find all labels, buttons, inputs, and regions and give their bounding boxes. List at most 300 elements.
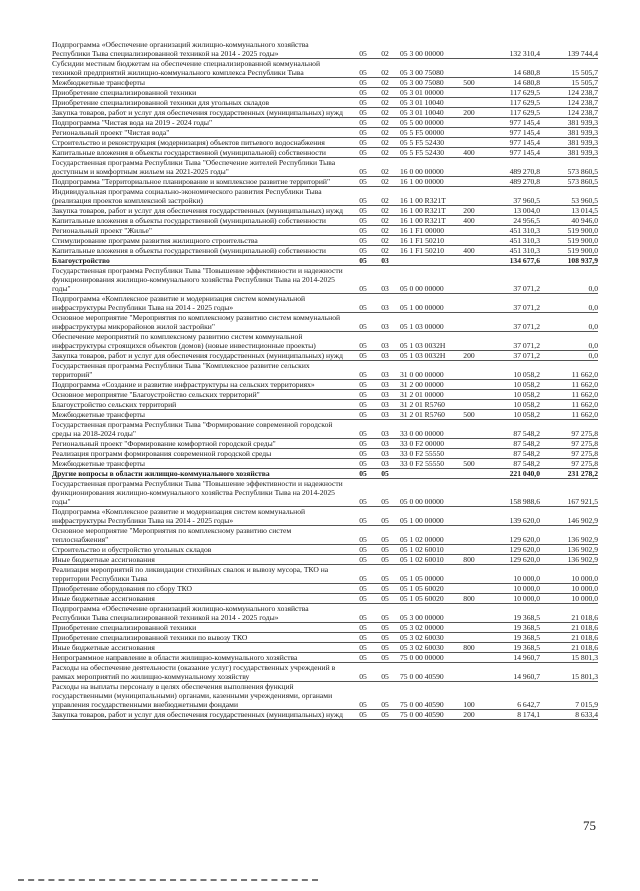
- row-amount-first: 87 548,2: [513, 449, 540, 458]
- row-amount-second: 21 018,6: [571, 643, 598, 652]
- row-subsection-code: 03: [381, 341, 389, 350]
- row-target-article: 05 1 02 60010: [400, 555, 444, 564]
- row-subsection-code: 05: [381, 613, 389, 622]
- row-amount-first: 117 629,5: [509, 98, 540, 107]
- table-row: [52, 138, 598, 148]
- row-target-article: 05 3 01 10040: [400, 98, 444, 107]
- row-section-code: 05: [359, 370, 367, 379]
- row-target-article: 05 1 05 00000: [400, 574, 444, 583]
- row-section-code: 05: [359, 400, 367, 409]
- row-amount-second: 11 662,0: [571, 410, 598, 419]
- row-amount-second: 381 939,3: [567, 118, 598, 127]
- row-name: Стимулирование программ развития жилищного строительства: [52, 236, 258, 245]
- row-amount-second: 381 939,3: [567, 148, 598, 157]
- table-row: [52, 177, 598, 187]
- row-amount-second: 381 939,3: [567, 128, 598, 137]
- row-amount-first: 489 270,8: [509, 177, 540, 186]
- row-section-code: 05: [359, 49, 367, 58]
- table-row: [52, 663, 598, 682]
- row-amount-first: 158 988,6: [509, 497, 540, 506]
- row-amount-first: 19 368,5: [513, 623, 540, 632]
- row-amount-first: 6 642,7: [517, 700, 540, 709]
- row-target-article: 05 1 05 60020: [400, 584, 444, 593]
- row-name: Закупка товаров, работ и услуг для обеспечения государственных (муниципальных) нужд: [52, 206, 343, 215]
- row-target-article: 05 3 02 60030: [400, 633, 444, 642]
- row-target-article: 75 0 00 40590: [400, 672, 444, 681]
- row-amount-second: 40 946,0: [571, 216, 598, 225]
- row-section-code: 05: [359, 439, 367, 448]
- table-row: [52, 459, 598, 469]
- row-target-article: 05 1 03 0032H: [400, 351, 446, 360]
- row-name: Подпрограмма «Обеспечение организаций жилищно-коммунального хозяйства Республики Тыва специализированной техникой на 2014 - 2025 годы»: [52, 604, 309, 622]
- row-section-code: 05: [359, 351, 367, 360]
- row-section-code: 05: [359, 516, 367, 525]
- table-row: [52, 584, 598, 594]
- row-subsection-code: 02: [381, 216, 389, 225]
- row-amount-second: 519 900,0: [567, 246, 598, 255]
- row-amount-first: 10 058,2: [513, 380, 540, 389]
- row-name: Иные бюджетные ассигнования: [52, 555, 155, 564]
- row-amount-second: 11 662,0: [571, 390, 598, 399]
- row-amount-second: 7 015,9: [575, 700, 598, 709]
- row-name: Подпрограмма "Чистая вода на 2019 - 2024 годы": [52, 118, 213, 127]
- row-amount-first: 977 145,4: [509, 118, 540, 127]
- row-amount-second: 108 937,9: [567, 256, 598, 265]
- row-name: Межбюджетные трансферты: [52, 78, 145, 87]
- row-expense-type: 800: [463, 643, 475, 652]
- row-target-article: 05 0 00 00000: [400, 284, 444, 293]
- row-target-article: 05 0 00 00000: [400, 497, 444, 506]
- row-subsection-code: 03: [381, 390, 389, 399]
- table-row: [52, 449, 598, 459]
- row-subsection-code: 05: [381, 497, 389, 506]
- row-amount-second: 15 505,7: [571, 68, 598, 77]
- row-expense-type: 500: [463, 459, 475, 468]
- row-subsection-code: 02: [381, 68, 389, 77]
- table-row: [52, 380, 598, 390]
- row-subsection-code: 02: [381, 88, 389, 97]
- row-subsection-code: 02: [381, 78, 389, 87]
- row-amount-first: 129 620,0: [509, 535, 540, 544]
- row-amount-second: 0,0: [588, 322, 598, 331]
- table-row: [52, 78, 598, 88]
- row-expense-type: 400: [463, 246, 475, 255]
- row-name: Государственная программа Республики Тыва "Формирование современной городской среды на 2018-2024 годы": [52, 420, 333, 438]
- row-amount-second: 519 900,0: [567, 236, 598, 245]
- row-section-code: 05: [359, 341, 367, 350]
- row-subsection-code: 03: [381, 459, 389, 468]
- row-name: Благоустройство: [52, 256, 110, 265]
- row-name: Подпрограмма «Комплексное развитие и модернизация систем коммунальной инфраструктуры Республики Тыва на 2014 - 2025 годы»: [52, 294, 306, 312]
- row-section-code: 05: [359, 653, 367, 662]
- table-row: [52, 128, 598, 138]
- row-expense-type: 200: [463, 710, 475, 719]
- row-amount-second: 21 018,6: [571, 633, 598, 642]
- table-row: [52, 633, 598, 643]
- row-target-article: 05 5 00 00000: [400, 118, 444, 127]
- row-subsection-code: 03: [381, 322, 389, 331]
- row-name: Расходы на выплаты персоналу в целях обеспечения выполнения функций государственными (муниципальными) органами, казенными учреждениями, органами управления государственными внебюджетными фондами: [52, 682, 333, 709]
- row-amount-first: 10 000,0: [513, 594, 540, 603]
- row-target-article: 05 5 F5 00000: [400, 128, 445, 137]
- row-section-code: 05: [359, 128, 367, 137]
- row-amount-second: 97 275,8: [571, 429, 598, 438]
- row-section-code: 05: [359, 118, 367, 127]
- row-subsection-code: 05: [381, 555, 389, 564]
- row-subsection-code: 02: [381, 246, 389, 255]
- table-row: [52, 479, 598, 507]
- row-subsection-code: 05: [381, 700, 389, 709]
- row-amount-second: 139 744,4: [567, 49, 598, 58]
- table-row: [52, 158, 598, 177]
- row-name: Субсидии местным бюджетам на обеспечение специализированной коммунальной техникой предприятий жилищно-коммунального комплекса Республики Тыва: [52, 59, 321, 77]
- row-section-code: 05: [359, 429, 367, 438]
- row-subsection-code: 02: [381, 138, 389, 147]
- row-amount-first: 14 680,8: [513, 68, 540, 77]
- table-row: [52, 390, 598, 400]
- row-section-code: 05: [359, 555, 367, 564]
- row-subsection-code: 05: [381, 574, 389, 583]
- table-row: [52, 545, 598, 555]
- table-row: [52, 216, 598, 226]
- row-section-code: 05: [359, 672, 367, 681]
- row-section-code: 05: [359, 535, 367, 544]
- row-subsection-code: 02: [381, 49, 389, 58]
- row-subsection-code: 02: [381, 167, 389, 176]
- table-row: [52, 118, 598, 128]
- row-amount-second: 0,0: [588, 303, 598, 312]
- row-target-article: 05 1 02 60010: [400, 545, 444, 554]
- row-amount-second: 15 801,3: [571, 672, 598, 681]
- row-name: Региональный проект "Чистая вода": [52, 128, 170, 137]
- row-amount-first: 977 145,4: [509, 128, 540, 137]
- table-row: [52, 351, 598, 361]
- row-expense-type: 800: [463, 555, 475, 564]
- row-amount-first: 117 629,5: [509, 108, 540, 117]
- row-target-article: 16 1 F1 00000: [400, 226, 445, 235]
- row-name: Закупка товаров, работ и услуг для обеспечения государственных (муниципальных) нужд: [52, 108, 343, 117]
- row-subsection-code: 03: [381, 449, 389, 458]
- row-section-code: 05: [359, 623, 367, 632]
- row-section-code: 05: [359, 167, 367, 176]
- row-amount-first: 221 040,0: [509, 469, 540, 478]
- row-amount-first: 10 000,0: [513, 574, 540, 583]
- row-amount-second: 0,0: [588, 284, 598, 293]
- row-amount-first: 977 145,4: [509, 138, 540, 147]
- row-expense-type: 400: [463, 216, 475, 225]
- row-target-article: 16 1 00 R321T: [400, 196, 446, 205]
- row-amount-second: 11 662,0: [571, 370, 598, 379]
- row-target-article: 05 3 02 60030: [400, 643, 444, 652]
- row-section-code: 05: [359, 633, 367, 642]
- row-section-code: 05: [359, 700, 367, 709]
- row-amount-first: 977 145,4: [509, 148, 540, 157]
- row-amount-first: 19 368,5: [513, 613, 540, 622]
- row-amount-first: 24 956,5: [513, 216, 540, 225]
- row-name: Приобретение специализированной техники по вывозу ТКО: [52, 633, 248, 642]
- row-amount-first: 37 071,2: [513, 284, 540, 293]
- row-name: Государственная программа Республики Тыва "Комплексное развитие сельских территорий": [52, 361, 310, 379]
- row-name: Основное мероприятие "Мероприятия по комплексному развитию систем теплоснабжения": [52, 526, 292, 544]
- row-expense-type: 500: [463, 78, 475, 87]
- row-section-code: 05: [359, 643, 367, 652]
- row-section-code: 05: [359, 594, 367, 603]
- row-target-article: 05 3 00 75080: [400, 68, 444, 77]
- row-amount-second: 124 238,7: [567, 108, 598, 117]
- row-subsection-code: 03: [381, 439, 389, 448]
- table-row: [52, 682, 598, 710]
- row-name: Подпрограмма "Территориальное планирование и комплексное развитие территорий": [52, 177, 331, 186]
- row-section-code: 05: [359, 88, 367, 97]
- row-subsection-code: 03: [381, 370, 389, 379]
- row-amount-second: 0,0: [588, 351, 598, 360]
- row-subsection-code: 02: [381, 98, 389, 107]
- row-amount-first: 451 310,3: [509, 246, 540, 255]
- row-name: Капитальные вложения в объекты государственной (муниципальной) собственности: [52, 246, 326, 255]
- row-subsection-code: 05: [381, 672, 389, 681]
- budget-table: [52, 40, 598, 720]
- row-section-code: 05: [359, 410, 367, 419]
- row-section-code: 05: [359, 206, 367, 215]
- row-section-code: 05: [359, 196, 367, 205]
- row-amount-first: 14 960,7: [513, 653, 540, 662]
- row-section-code: 05: [359, 469, 367, 478]
- row-amount-first: 37 071,2: [513, 351, 540, 360]
- row-amount-second: 231 278,2: [567, 469, 598, 478]
- row-amount-second: 136 902,9: [567, 545, 598, 554]
- row-target-article: 05 5 F5 52430: [400, 148, 445, 157]
- row-amount-second: 15 505,7: [571, 78, 598, 87]
- row-amount-first: 134 677,6: [509, 256, 540, 265]
- row-target-article: 05 1 00 00000: [400, 303, 444, 312]
- row-name: Региональный проект "Формирование комфортной городской среды": [52, 439, 276, 448]
- row-section-code: 05: [359, 380, 367, 389]
- row-amount-second: 21 018,6: [571, 623, 598, 632]
- row-subsection-code: 02: [381, 108, 389, 117]
- row-section-code: 05: [359, 108, 367, 117]
- row-amount-second: 519 900,0: [567, 226, 598, 235]
- row-expense-type: 200: [463, 206, 475, 215]
- row-name: Приобретение оборудования по сбору ТКО: [52, 584, 193, 593]
- table-row: [52, 623, 598, 633]
- row-amount-first: 451 310,3: [509, 226, 540, 235]
- row-subsection-code: 05: [381, 535, 389, 544]
- row-amount-second: 573 860,5: [567, 167, 598, 176]
- row-section-code: 05: [359, 148, 367, 157]
- row-section-code: 05: [359, 584, 367, 593]
- row-name: Основное мероприятие "Благоустройство сельских территорий": [52, 390, 260, 399]
- table-row: [52, 469, 598, 479]
- table-row: [52, 594, 598, 604]
- row-target-article: 33 0 F2 00000: [400, 439, 445, 448]
- row-subsection-code: 03: [381, 303, 389, 312]
- row-amount-second: 124 238,7: [567, 98, 598, 107]
- row-subsection-code: 02: [381, 226, 389, 235]
- row-amount-first: 14 960,7: [513, 672, 540, 681]
- row-name: Благоустройство сельских территорий: [52, 400, 177, 409]
- row-section-code: 05: [359, 449, 367, 458]
- row-amount-second: 97 275,8: [571, 449, 598, 458]
- row-section-code: 05: [359, 322, 367, 331]
- table-row: [52, 246, 598, 256]
- row-amount-first: 117 629,5: [509, 88, 540, 97]
- row-target-article: 31 2 00 00000: [400, 380, 444, 389]
- row-amount-first: 129 620,0: [509, 555, 540, 564]
- row-name: Государственная программа Республики Тыва "Повышение эффективности и надежности функционирования жилищно-коммунального хозяйства Республики Тыва на 2014-2025 годы": [52, 479, 343, 506]
- row-subsection-code: 05: [381, 545, 389, 554]
- table-row: [52, 439, 598, 449]
- row-subsection-code: 05: [381, 594, 389, 603]
- row-name: Межбюджетные трансферты: [52, 459, 145, 468]
- table-row: [52, 653, 598, 663]
- row-section-code: 05: [359, 574, 367, 583]
- row-section-code: 05: [359, 284, 367, 293]
- row-amount-second: 381 939,3: [567, 138, 598, 147]
- row-amount-second: 11 662,0: [571, 400, 598, 409]
- row-expense-type: 800: [463, 594, 475, 603]
- table-row: [52, 98, 598, 108]
- row-target-article: 31 2 01 R5760: [400, 400, 445, 409]
- row-target-article: 75 0 00 40590: [400, 710, 444, 719]
- row-target-article: 31 2 01 00000: [400, 390, 444, 399]
- table-row: [52, 236, 598, 246]
- row-target-article: 05 1 00 00000: [400, 516, 444, 525]
- row-amount-second: 136 902,9: [567, 555, 598, 564]
- table-row: [52, 313, 598, 332]
- row-expense-type: 400: [463, 148, 475, 157]
- row-subsection-code: 03: [381, 429, 389, 438]
- row-target-article: 05 3 00 75080: [400, 78, 444, 87]
- row-amount-second: 10 000,0: [571, 584, 598, 593]
- row-subsection-code: 02: [381, 148, 389, 157]
- row-section-code: 05: [359, 78, 367, 87]
- row-name: Приобретение специализированной техники: [52, 623, 197, 632]
- row-target-article: 75 0 00 00000: [400, 653, 444, 662]
- row-target-article: 16 1 F1 50210: [400, 246, 445, 255]
- row-section-code: 05: [359, 497, 367, 506]
- table-row: [52, 294, 598, 313]
- row-target-article: 75 0 00 40590: [400, 700, 444, 709]
- page-number: 75: [583, 818, 596, 833]
- row-section-code: 05: [359, 459, 367, 468]
- row-name: Другие вопросы в области жилищно-коммунального хозяйства: [52, 469, 270, 478]
- row-subsection-code: 02: [381, 118, 389, 127]
- row-amount-first: 19 368,5: [513, 633, 540, 642]
- row-amount-first: 132 310,4: [509, 49, 540, 58]
- row-amount-first: 14 680,8: [513, 78, 540, 87]
- row-section-code: 05: [359, 710, 367, 719]
- row-amount-first: 10 000,0: [513, 584, 540, 593]
- row-amount-second: 10 000,0: [571, 574, 598, 583]
- row-target-article: 05 3 02 00000: [400, 623, 444, 632]
- row-subsection-code: 02: [381, 206, 389, 215]
- row-name: Закупка товаров, работ и услуг для обеспечения государственных (муниципальных) нужд: [52, 710, 343, 719]
- row-section-code: 05: [359, 138, 367, 147]
- row-section-code: 05: [359, 216, 367, 225]
- row-target-article: 05 1 05 60020: [400, 594, 444, 603]
- row-name: Капитальные вложения в объекты государственной (муниципальной) собственности: [52, 148, 326, 157]
- row-amount-second: 124 238,7: [567, 88, 598, 97]
- row-amount-second: 97 275,8: [571, 459, 598, 468]
- row-amount-second: 21 018,6: [571, 613, 598, 622]
- row-amount-second: 8 633,4: [575, 710, 598, 719]
- row-section-code: 05: [359, 545, 367, 554]
- row-subsection-code: 02: [381, 196, 389, 205]
- row-section-code: 05: [359, 68, 367, 77]
- row-section-code: 05: [359, 226, 367, 235]
- row-name: Иные бюджетные ассигнования: [52, 594, 155, 603]
- row-name: Строительство и обустройство угольных складов: [52, 545, 212, 554]
- row-subsection-code: 05: [381, 469, 389, 478]
- row-name: Реализация программ формирования современной городской среды: [52, 449, 272, 458]
- table-row: [52, 565, 598, 584]
- row-target-article: 16 1 00 R321T: [400, 216, 446, 225]
- row-subsection-code: 03: [381, 284, 389, 293]
- scan-edge-line: [18, 879, 318, 881]
- row-amount-second: 167 921,5: [567, 497, 598, 506]
- row-target-article: 31 2 01 R5760: [400, 410, 445, 419]
- table-row: [52, 643, 598, 653]
- row-name: Обеспечение мероприятий по комплексному развитию систем коммунальной инфраструктуры строящихся объектов (домов) (новые инвестиционные проекты): [52, 332, 316, 350]
- row-subsection-code: 02: [381, 128, 389, 137]
- row-amount-second: 10 000,0: [571, 594, 598, 603]
- table-row: [52, 148, 598, 158]
- row-amount-first: 129 620,0: [509, 545, 540, 554]
- row-subsection-code: 03: [381, 400, 389, 409]
- row-amount-first: 10 058,2: [513, 400, 540, 409]
- row-subsection-code: 03: [381, 351, 389, 360]
- row-subsection-code: 05: [381, 623, 389, 632]
- row-expense-type: 200: [463, 108, 475, 117]
- row-target-article: 16 0 00 00000: [400, 167, 444, 176]
- table-row: [52, 361, 598, 380]
- row-name: Иные бюджетные ассигнования: [52, 643, 155, 652]
- row-name: Основное мероприятие "Мероприятия по комплексному развитию систем коммунальной инфраструктуры микрорайонов жилой застройки": [52, 313, 341, 331]
- row-subsection-code: 05: [381, 653, 389, 662]
- row-name: Индивидуальная программа социально-экономического развития Республики Тыва (реализация проектов комплексной застройки): [52, 187, 322, 205]
- row-subsection-code: 05: [381, 710, 389, 719]
- row-amount-second: 136 902,9: [567, 535, 598, 544]
- row-amount-second: 0,0: [588, 341, 598, 350]
- row-target-article: 05 3 00 00000: [400, 613, 444, 622]
- row-section-code: 05: [359, 303, 367, 312]
- row-name: Закупка товаров, работ и услуг для обеспечения государственных (муниципальных) нужд: [52, 351, 343, 360]
- row-amount-second: 13 014,5: [571, 206, 598, 215]
- row-amount-second: 53 960,5: [571, 196, 598, 205]
- row-amount-first: 139 620,0: [509, 516, 540, 525]
- row-section-code: 05: [359, 246, 367, 255]
- row-name: Реализация мероприятий по ликвидации стихийных свалок и вывозу мусора, ТКО на территории Республики Тыва: [52, 565, 329, 583]
- row-amount-first: 10 058,2: [513, 410, 540, 419]
- table-row: [52, 226, 598, 236]
- row-expense-type: 200: [463, 351, 475, 360]
- row-amount-first: 489 270,8: [509, 167, 540, 176]
- row-name: Приобретение специализированной техники: [52, 88, 197, 97]
- row-section-code: 05: [359, 390, 367, 399]
- row-amount-first: 37 071,2: [513, 322, 540, 331]
- row-amount-first: 37 071,2: [513, 341, 540, 350]
- row-amount-first: 10 058,2: [513, 390, 540, 399]
- row-expense-type: 500: [463, 410, 475, 419]
- row-amount-second: 15 801,3: [571, 653, 598, 662]
- table-row: [52, 604, 598, 623]
- row-target-article: 05 3 01 00000: [400, 88, 444, 97]
- table-row: [52, 266, 598, 294]
- row-amount-first: 8 174,1: [517, 710, 540, 719]
- row-amount-first: 87 548,2: [513, 429, 540, 438]
- row-amount-first: 37 071,2: [513, 303, 540, 312]
- row-section-code: 05: [359, 613, 367, 622]
